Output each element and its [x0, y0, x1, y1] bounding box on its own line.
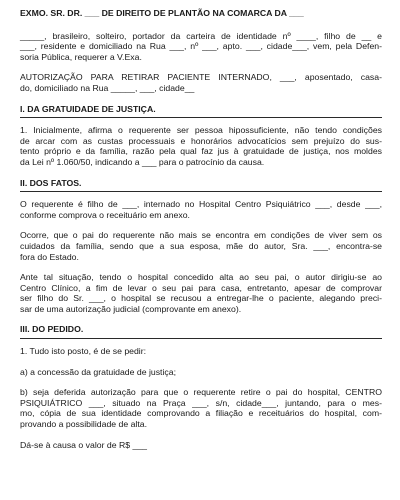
fatos-line: fora do Estado.: [20, 251, 79, 262]
fatos-line: sar de uma autorização judicial (comprovante em anexo).: [20, 303, 242, 314]
fatos-line: O requerente é filho de ___, internado no Hospital Centro Psiquiátrico ___, desde ___,: [20, 199, 382, 210]
pedido-item-1: 1. Tudo isto posto, é de se pedir:: [20, 346, 147, 357]
intro-paragraph: [20, 31, 382, 63]
section-heading-gratuidade: I. DA GRATUIDADE DE JUSTIÇA.: [20, 103, 156, 114]
section-heading-fatos: II. DOS FATOS.: [20, 177, 82, 188]
fatos-paragraph-3: [20, 272, 382, 314]
pedido-line: provando a possibilidade de alta.: [20, 419, 148, 430]
pedido-line: b) seja deferida autorização para que o requerente retire o pai do hospital, CENTRO: [20, 387, 382, 398]
intro-line: _____, brasileiro, solteiro, portador da carteira de identidade nº ____, filho de __ e: [20, 30, 382, 41]
fatos-paragraph-2: [20, 230, 382, 262]
fatos-line: ser filho do Sr. ___, o hospital se recusou a entregar-lhe o paciente, alegando preci-: [20, 293, 382, 304]
intro-line: soria Pública, requerer a V.Exa.: [20, 51, 142, 62]
gratuidade-line: 1. Inicialmente, afirma o requerente ser pessoa hipossuficiente, não tendo condições: [20, 125, 382, 136]
gratuidade-line: da Lei nº 1.060/50, indicando a ___ para o patrocínio da causa.: [20, 156, 265, 167]
intro-line: ___, residente e domiciliado na Rua ___, nº ___, apto. ___, cidade___, vem, pela Defen-: [20, 41, 382, 52]
gratuidade-line: de arcar com as custas processuais e honorários advocatícios sem prejuízo do sus-: [20, 135, 382, 146]
section-divider: [20, 117, 382, 118]
gratuidade-paragraph: [20, 125, 382, 167]
subject-line: AUTORIZAÇÃO PARA RETIRAR PACIENTE INTERNADO, ___, aposentado, casa-: [20, 72, 382, 83]
document-title: EXMO. SR. DR. ___ DE DIREITO DE PLANTÃO NA COMARCA DA ___: [20, 8, 304, 18]
fatos-line: Ante tal situação, tendo o hospital concedido alta ao seu pai, o autor dirigiu-se ao: [20, 272, 382, 283]
cause-value: Dá-se à causa o valor de R$ ___: [20, 439, 148, 450]
section-divider: [20, 338, 382, 339]
fatos-line: conforme comprova o receituário em anexo.: [20, 209, 190, 220]
fatos-line: cuidados da família, sendo que a sua esposa, mãe do autor, Sra. ___, encontra-se: [20, 240, 382, 251]
subject-paragraph: [20, 72, 382, 93]
gratuidade-line: tento próprio e da família, razão pela qual faz jus à gratuidade de justiça, nos moldes: [20, 146, 382, 157]
fatos-line: Ocorre, que o pai do requerente não mais se encontra em condições de viver sem os: [20, 230, 382, 241]
pedido-line: mo, cópia de sua identidade comprovando a filiação e receituários do hospital, com-: [20, 408, 382, 419]
section-divider: [20, 191, 382, 192]
pedido-line: PSIQUIÁTRICO ___, situado na Praça ___, s/n, cidade___, juntando, para o mes-: [20, 397, 382, 408]
section-heading-pedido: III. DO PEDIDO.: [20, 324, 84, 335]
pedido-item-b: [20, 387, 382, 429]
pedido-item-a: a) a concessão da gratuidade de justiça;: [20, 366, 176, 377]
fatos-paragraph-1: [20, 199, 382, 220]
fatos-line: Centro Clínico, a fim de levar o seu pai para casa, entretanto, apesar de comprovar: [20, 282, 382, 293]
subject-line: do, domiciliado na Rua _____, ___, cidade__: [20, 82, 195, 93]
